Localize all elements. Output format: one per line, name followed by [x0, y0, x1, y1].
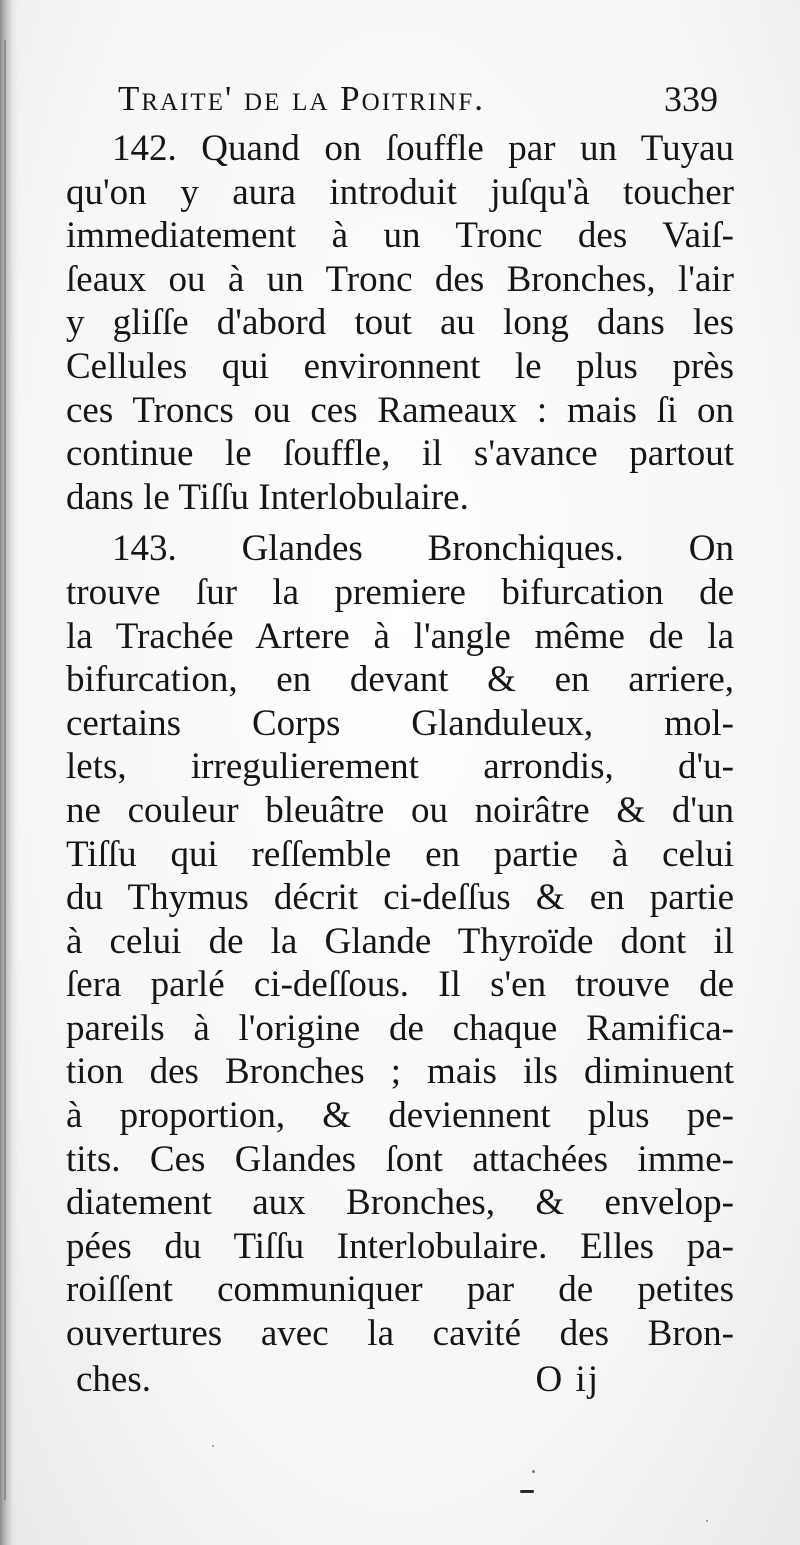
text-line: certains Corps Glanduleux, mol-	[66, 702, 734, 744]
text-line: ſeaux ou à un Tronc des Bronches, l'air	[66, 258, 734, 300]
text-line: dans le Tiſſu Interlobulaire.	[66, 476, 469, 518]
gutter-edge-line	[4, 40, 6, 1500]
signature-mark: O ij	[535, 1359, 600, 1400]
page-gutter-shadow	[0, 0, 18, 1545]
text-line: Cellules qui environnent le plus près	[66, 345, 734, 387]
text-line: la Trachée Artere à l'angle même de la	[66, 615, 734, 657]
text-line: diatement aux Bronches, & envelop-	[66, 1182, 734, 1224]
text-line: à proportion, & deviennent plus pe-	[66, 1095, 734, 1137]
text-line: à celui de la Glande Thyroïde dont il	[66, 920, 734, 962]
text-line: immediatement à un Tronc des Vaiſ-	[66, 215, 734, 257]
text-line: trouve ſur la premiere bifurcation de	[66, 571, 734, 613]
text-line: du Thymus décrit ci-deſſus & en partie	[66, 877, 734, 919]
text-line: 143. Glandes Bronchiques. On	[112, 528, 734, 570]
running-head	[118, 74, 718, 124]
ink-speck	[520, 1490, 534, 1493]
text-line: roiſſent communiquer par de petites	[66, 1269, 734, 1311]
page-footer	[76, 1355, 600, 1405]
text-line: y gliſſe d'abord tout au long dans les	[66, 302, 734, 344]
text-line: 142. Quand on ſouffle par un Tuyau	[112, 128, 734, 169]
text-line: pareils à l'origine de chaque Ramifica-	[66, 1007, 734, 1049]
text-line: ces Troncs ou ces Rameaux : mais ſi on	[66, 389, 734, 431]
body-text	[66, 127, 734, 1356]
text-line: ne couleur bleuâtre ou noirâtre & d'un	[66, 789, 734, 831]
ink-speck	[706, 1520, 708, 1522]
text-line: lets, irregulierement arrondis, d'u-	[66, 746, 734, 788]
text-line: pées du Tiſſu Interlobulaire. Elles pa-	[66, 1225, 734, 1267]
text-line: continue le ſouffle, il s'avance partout	[66, 433, 734, 475]
catchword: ches.	[76, 1359, 151, 1400]
text-line: qu'on y aura introduit juſqu'à toucher	[66, 171, 734, 213]
text-line: ſera parlé ci-deſſous. Il s'en trouve de	[66, 964, 734, 1006]
text-line: ouvertures avec la cavité des Bron-	[66, 1313, 734, 1355]
text-line: Tiſſu qui reſſemble en partie à celui	[66, 833, 734, 875]
text-line: tits. Ces Glandes ſont attachées imme-	[66, 1138, 734, 1180]
ink-speck	[212, 1445, 214, 1447]
paragraph-gap	[66, 519, 734, 527]
text-line: tion des Bronches ; mais ils diminuent	[66, 1051, 734, 1093]
text-line: bifurcation, en devant & en arriere,	[66, 659, 734, 701]
ink-speck	[532, 1470, 535, 1473]
page-number: 339	[664, 79, 718, 119]
running-title: Traite' de la Poitrinf.	[118, 79, 486, 118]
